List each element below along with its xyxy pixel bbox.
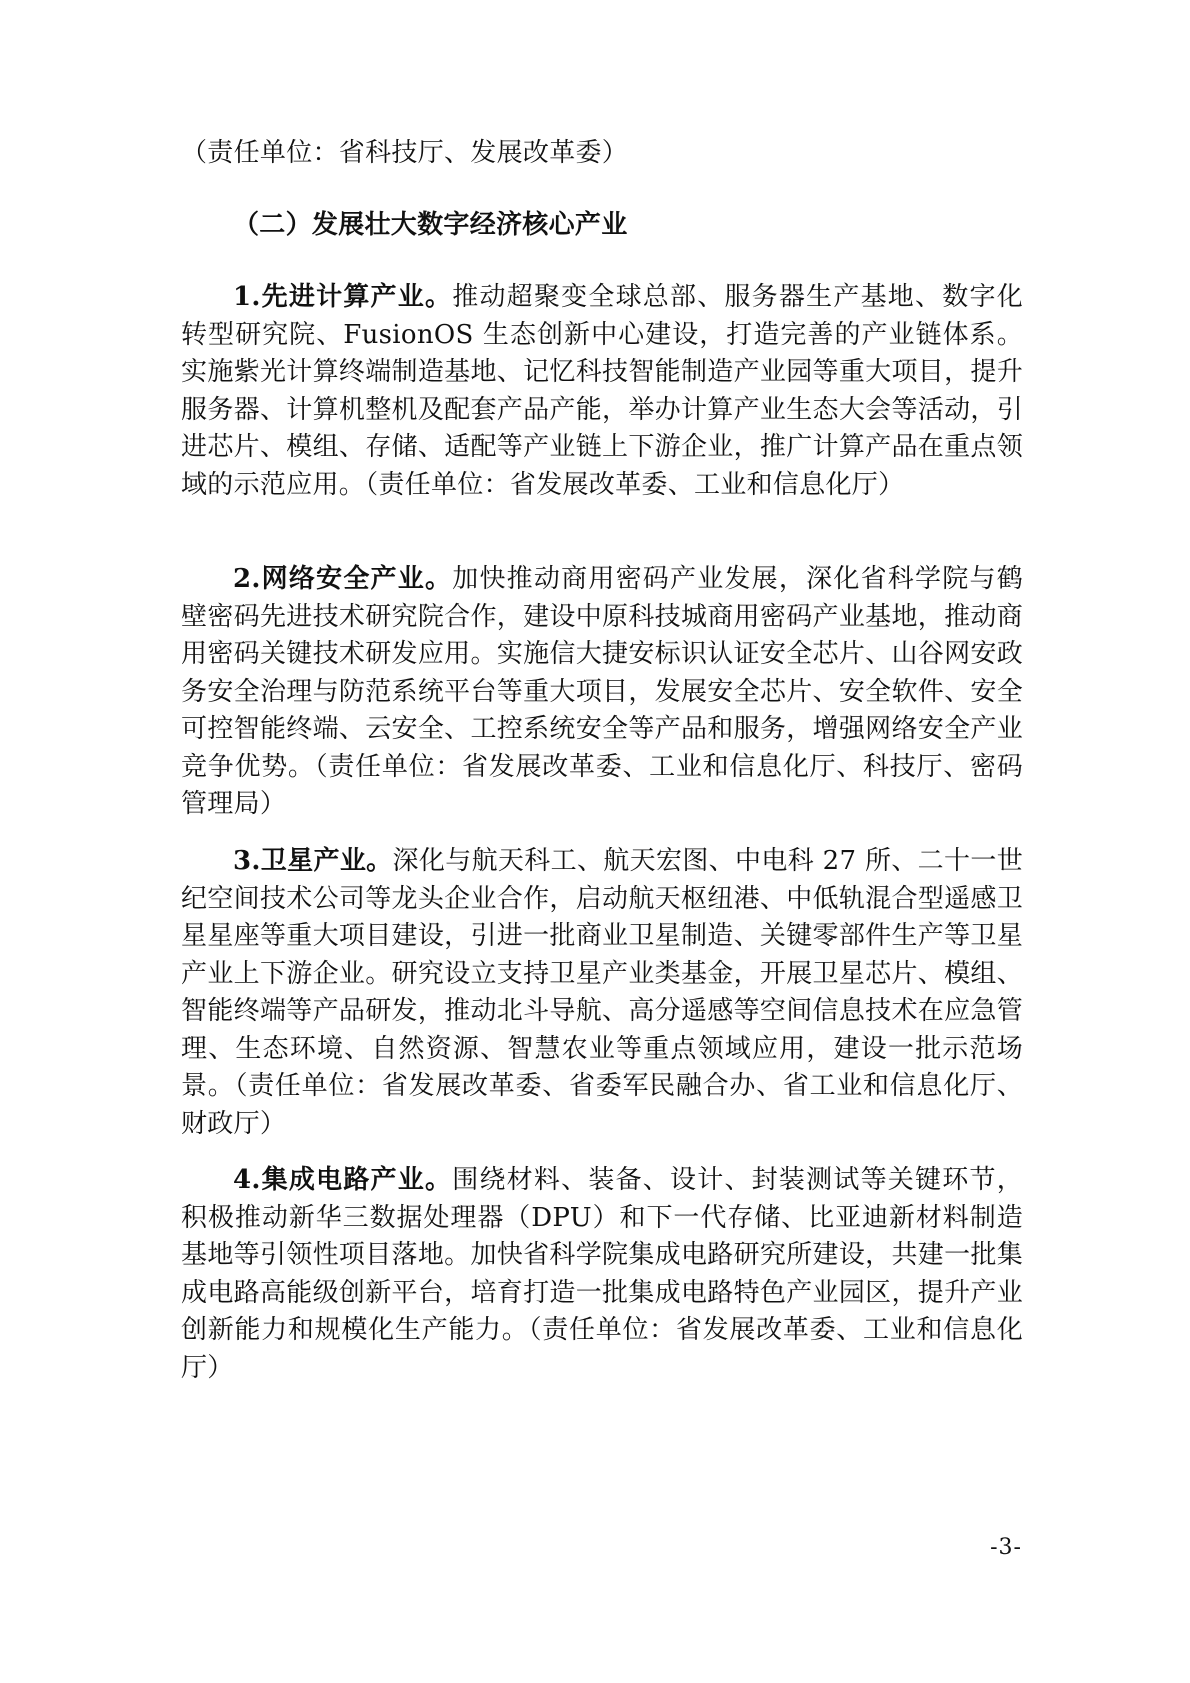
page-number: -3- bbox=[990, 1535, 1022, 1560]
paragraph-title: 3.卫星产业。 bbox=[233, 846, 393, 876]
intro-note: （责任单位：省科技厅、发展改革委） bbox=[181, 138, 629, 168]
paragraph-network-security bbox=[181, 561, 1023, 824]
paragraph-advanced-computing bbox=[181, 279, 1023, 504]
paragraph-satellite bbox=[181, 843, 1023, 1143]
paragraph-title: 2.网络安全产业。 bbox=[233, 564, 453, 594]
paragraph-body: 深化与航天科工、航天宏图、中电科 27 所、二十一世纪空间技术公司等龙头企业合作，启动航天枢纽港、中低轨混合型遥感卫星星座等重大项目建设，引进一批商业卫星制造、关键零部件生产等卫星产业上下游企业。研究设立支持卫星产业类基金，开展卫星芯片、模组、智能终端等产品研发，推动北斗导航、高分遥感等空间信息技术在应急管理、生态环境、自然资源、智慧农业等重点领域应用，建设一批示范场景。（责任单位：省发展改革委、省委军民融合办、省工业和信息化厅、财政厅） bbox=[181, 846, 1023, 1139]
paragraph-body: 加快推动商用密码产业发展，深化省科学院与鹤壁密码先进技术研究院合作，建设中原科技城商用密码产业基地，推动商用密码关键技术研发应用。实施信大捷安标识认证安全芯片、山谷网安政务安全治理与防范系统平台等重大项目，发展安全芯片、安全软件、安全可控智能终端、云安全、工控系统安全等产品和服务，增强网络安全产业竞争优势。（责任单位：省发展改革委、工业和信息化厅、科技厅、密码管理局） bbox=[181, 564, 1023, 819]
paragraph-title: 4.集成电路产业。 bbox=[233, 1165, 453, 1195]
paragraph-integrated-circuit bbox=[181, 1162, 1023, 1387]
paragraph-body: 围绕材料、装备、设计、封装测试等关键环节，积极推动新华三数据处理器（DPU）和下一代存储、比亚迪新材料制造基地等引领性项目落地。加快省科学院集成电路研究所建设，共建一批集成电路高能级创新平台，培育打造一批集成电路特色产业园区，提升产业创新能力和规模化生产能力。（责任单位：省发展改革委、工业和信息化厅） bbox=[181, 1165, 1023, 1383]
section-heading: （二）发展壮大数字经济核心产业 bbox=[233, 210, 628, 240]
paragraph-body: 推动超聚变全球总部、服务器生产基地、数字化转型研究院、FusionOS 生态创新中心建设，打造完善的产业链体系。实施紫光计算终端制造基地、记忆科技智能制造产业园等重大项目，提升服务器、计算机整机及配套产品产能，举办计算产业生态大会等活动，引进芯片、模组、存储、适配等产业链上下游企业，推广计算产品在重点领域的示范应用。（责任单位：省发展改革委、工业和信息化厅） bbox=[181, 282, 1023, 500]
paragraph-title: 1.先进计算产业。 bbox=[233, 282, 453, 312]
